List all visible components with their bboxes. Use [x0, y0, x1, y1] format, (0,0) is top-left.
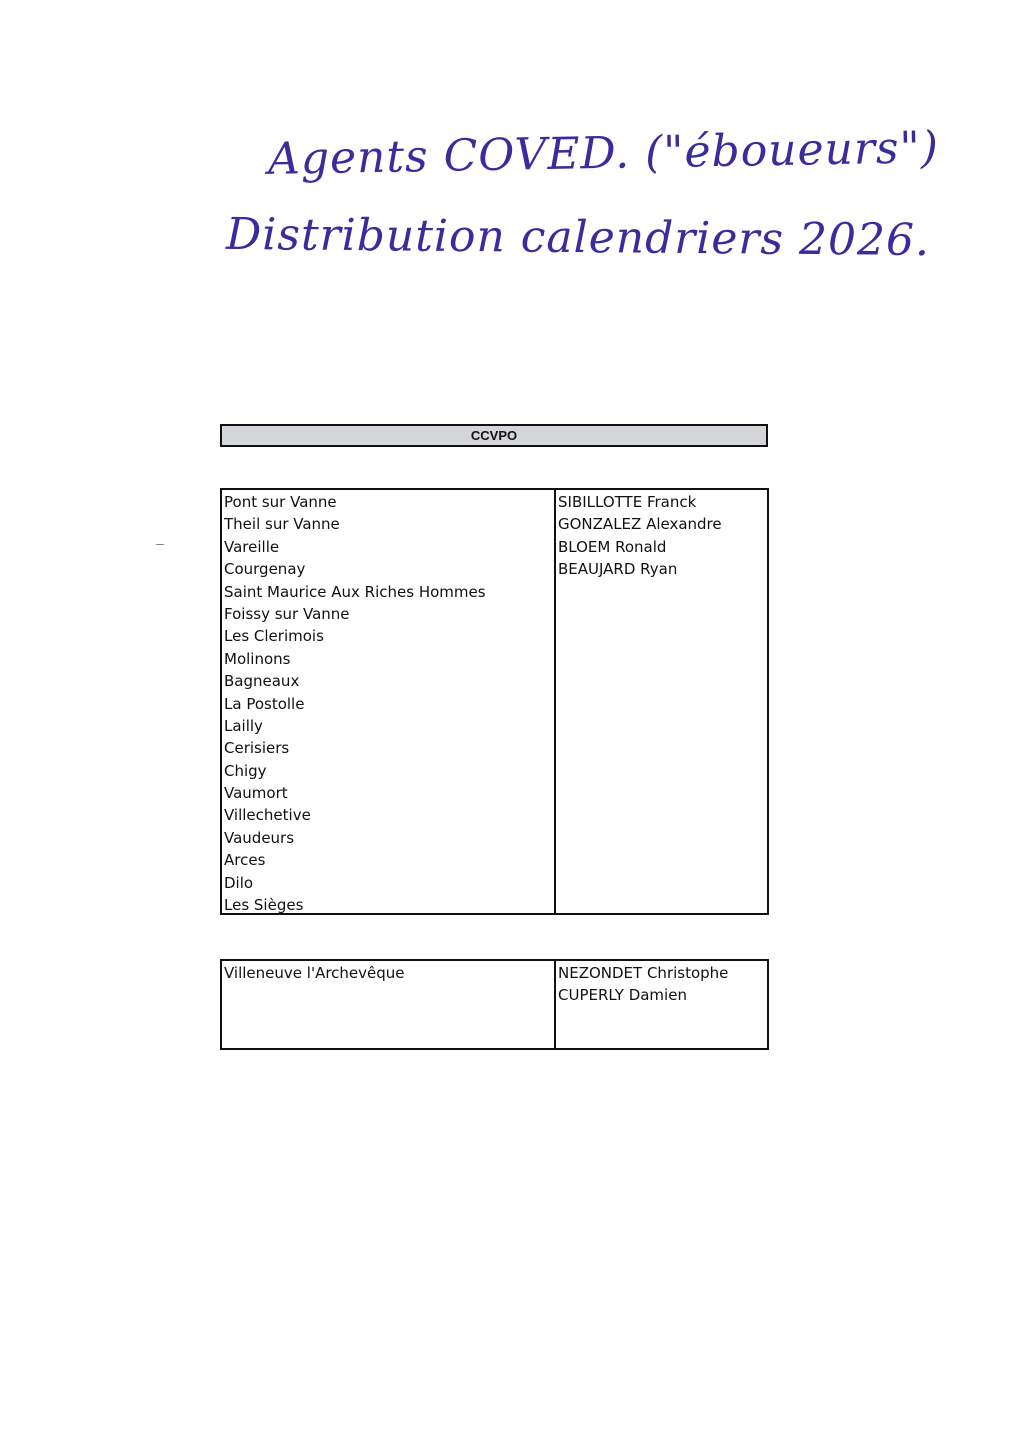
commune-cell: Lailly [224, 716, 263, 735]
communes-column [222, 490, 556, 913]
commune-cell: Vareille [224, 537, 280, 556]
handwritten-title-line2: Distribution calendriers 2026. [225, 208, 931, 267]
commune-cell: Villechetive [224, 806, 311, 825]
commune-cell: Dilo [224, 873, 254, 892]
commune-cell: La Postolle [224, 694, 305, 713]
agents-column [556, 961, 767, 1048]
communes-column [222, 961, 556, 1048]
agent-cell: CUPERLY Damien [558, 986, 687, 1005]
commune-cell: Villeneuve l'Archevêque [224, 964, 405, 982]
stray-mark [156, 544, 164, 545]
commune-cell: Vaumort [224, 784, 288, 803]
commune-cell: Molinons [224, 649, 291, 668]
commune-cell: Vaudeurs [224, 828, 295, 847]
commune-cell: Les Sièges [224, 896, 304, 915]
agent-cell: GONZALEZ Alexandre [558, 515, 722, 534]
villeneuve-table [220, 959, 769, 1050]
commune-cell: Pont sur Vanne [224, 493, 337, 511]
agent-cell: BEAUJARD Ryan [558, 560, 678, 579]
commune-cell: Les Clerimois [224, 627, 324, 646]
handwritten-title-line1: Agents COVED. ("éboueurs") [267, 122, 940, 185]
commune-cell: Bagneaux [224, 672, 300, 691]
section-header-ccvpo: CCVPO [220, 424, 768, 447]
agent-cell: SIBILLOTTE Franck [558, 493, 697, 511]
ccvpo-table [220, 488, 769, 915]
commune-cell: Theil sur Vanne [224, 515, 340, 534]
agent-cell: NEZONDET Christophe [558, 964, 729, 982]
agents-column [556, 490, 767, 913]
commune-cell: Foissy sur Vanne [224, 604, 350, 623]
commune-cell: Cerisiers [224, 739, 290, 758]
commune-cell: Arces [224, 851, 266, 870]
commune-cell: Saint Maurice Aux Riches Hommes [224, 582, 486, 601]
agent-cell: BLOEM Ronald [558, 537, 667, 556]
commune-cell: Courgenay [224, 560, 306, 579]
commune-cell: Chigy [224, 761, 267, 780]
